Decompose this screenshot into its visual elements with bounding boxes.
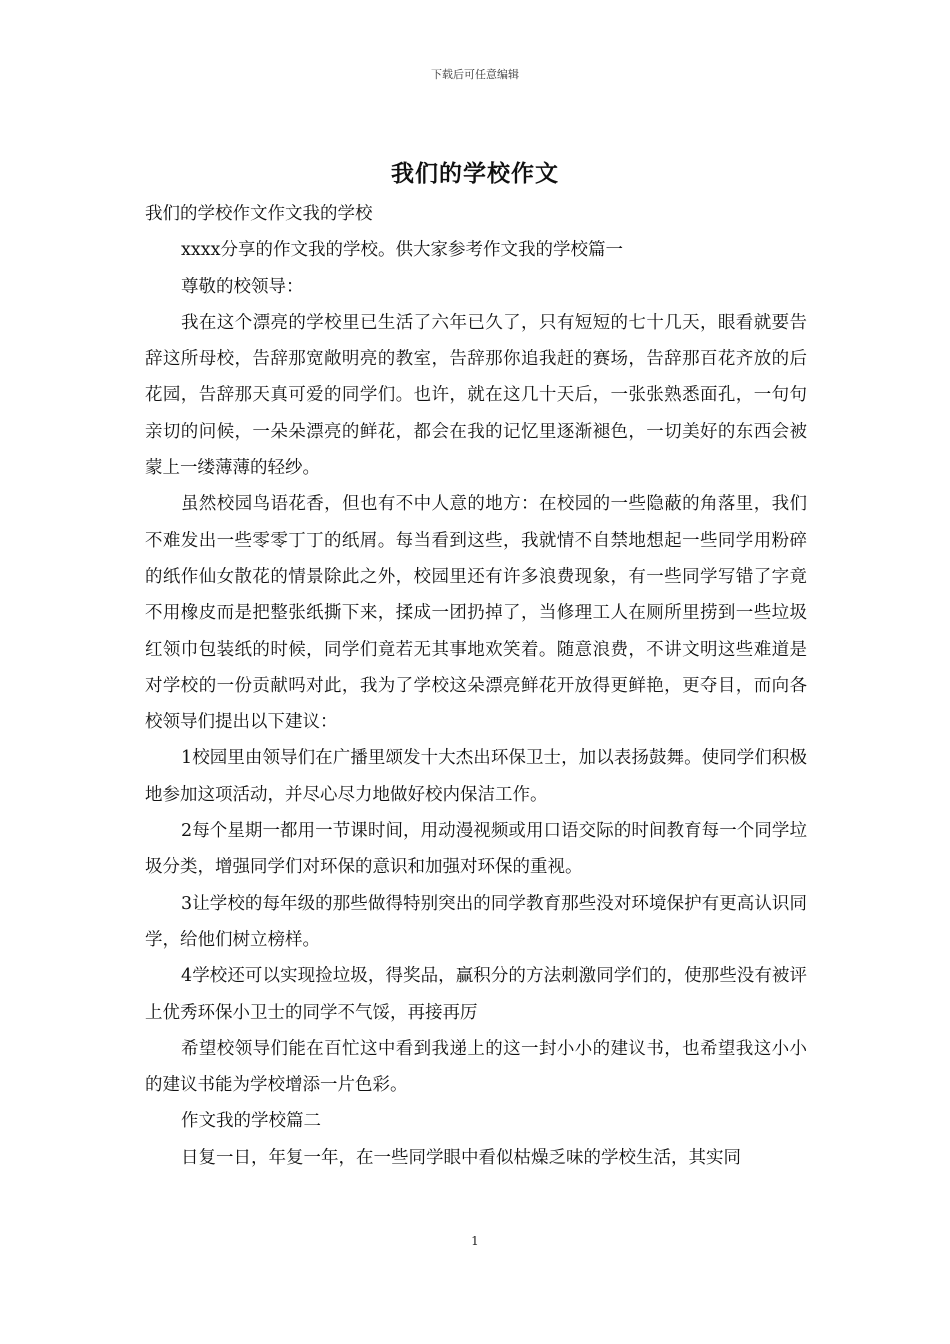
paragraph-intro: xxxx分享的作文我的学校。供大家参考作文我的学校篇一 (181, 240, 623, 261)
paragraph-body: 日复一日，年复一年，在一些同学眼中看似枯燥乏味的学校生活，其实同 (181, 1147, 741, 1168)
paragraph-salutation: 尊敬的校领导： (181, 276, 304, 297)
paragraph-body: 我在这个漂亮的学校里已生活了六年已久了，只有短短的七十几天，眼看就要告辞这所母校，告辞那宽敞明亮的教室，告辞那你追我赶的赛场，告辞那百花齐放的后花园，告辞那天真可爱的同学们。也许，就在这几十天后，一张张熟悉面孔，一句句亲切的问候，一朵朵漂亮的鲜花，都会在我的记忆里逐渐褪色，一切美好的东西会被蒙上一缕薄薄的轻纱。 (145, 312, 807, 479)
page-number: 1 (471, 1234, 479, 1248)
section-heading: 作文我的学校篇二 (181, 1111, 321, 1132)
paragraph-suggestion: 2每个星期一都用一节课时间，用动漫视频或用口语交际的时间教育每一个同学垃圾分类，增强同学们对环保的意识和加强对环保的重视。 (145, 821, 807, 878)
paragraph-suggestion: 1校园里由领导们在广播里颂发十大杰出环保卫士，加以表扬鼓舞。使同学们积极地参加这项活动，并尽心尽力地做好校内保洁工作。 (145, 748, 807, 805)
document-body (145, 196, 807, 1176)
paragraph-body: 虽然校园鸟语花香，但也有不中人意的地方：在校园的一些隐蔽的角落里，我们不难发出一些零零丁丁的纸屑。每当看到这些，我就情不自禁地想起一些同学用粉碎的纸作仙女散花的情景除此之外，校园里还有许多浪费现象，有一些同学写错了字竟不用橡皮而是把整张纸撕下来，揉成一团扔掉了，当修理工人在厕所里捞到一些垃圾红领巾包装纸的时候，同学们竟若无其事地欢笑着。随意浪费，不讲文明这些难道是对学校的一份贡献吗对此，我为了学校这朵漂亮鲜花开放得更鲜艳，更夺目，而向各校领导们提出以下建议： (145, 494, 807, 733)
header-note: 下载后可任意编辑 (431, 68, 519, 81)
paragraph-suggestion: 4学校还可以实现捡垃圾，得奖品，赢积分的方法刺激同学们的，使那些没有被评上优秀环保小卫士的同学不气馁，再接再厉 (145, 966, 807, 1023)
paragraph-suggestion: 3让学校的每年级的那些做得特别突出的同学教育那些没对环境保护有更高认识同学，给他们树立榜样。 (145, 893, 807, 950)
paragraph-body: 希望校领导们能在百忙这中看到我递上的这一封小小的建议书，也希望我这小小的建议书能为学校增添一片色彩。 (145, 1038, 807, 1096)
document-title: 我们的学校作文 (391, 160, 559, 187)
paragraph-subtitle: 我们的学校作文作文我的学校 (145, 204, 373, 224)
